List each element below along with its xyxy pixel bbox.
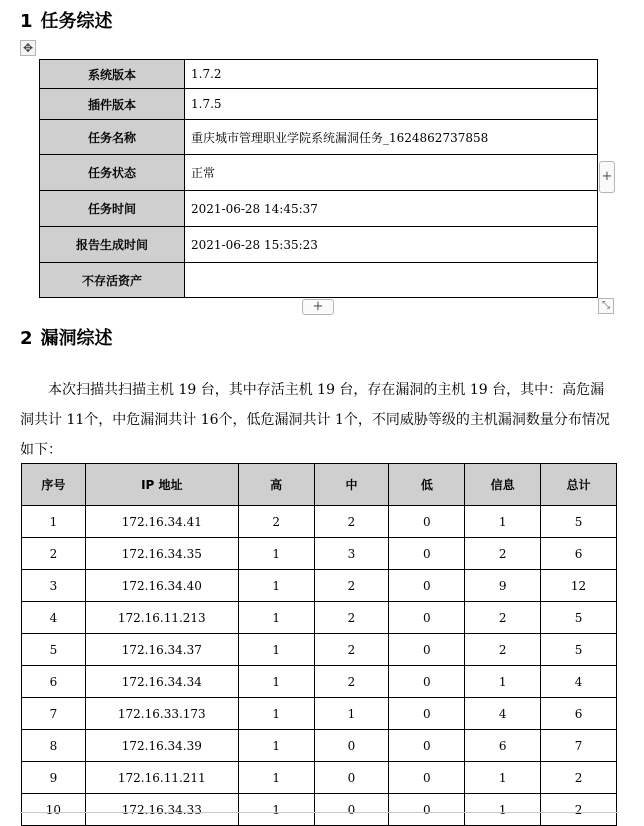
row-index-cell: 7 (22, 698, 86, 730)
row-high-cell: 1 (238, 634, 314, 666)
summary-paragraph: 本次扫描共扫描主机 19 台，其中存活主机 19 台，存在漏洞的主机 19 台，其中：高危漏洞共计 11个，中危漏洞共计 16个，低危漏洞共计 1个，不同威胁等级的主机漏洞数量分布情况如下： (20, 382, 610, 458)
col-header-medium: 中 (314, 464, 389, 506)
task-info-row (40, 120, 598, 155)
row-index-cell: 8 (22, 730, 86, 762)
row-ip-cell: 172.16.34.37 (85, 634, 238, 666)
section-2-title: 漏洞综述 (40, 328, 113, 349)
table-row (22, 794, 617, 826)
vulnerability-table (21, 463, 617, 826)
col-header-total: 总计 (541, 464, 617, 506)
row-low-cell: 0 (389, 634, 465, 666)
row-info-cell: 1 (465, 794, 541, 826)
row-index-cell: 1 (22, 506, 86, 538)
row-total-cell: 4 (541, 666, 617, 698)
row-low-cell: 0 (389, 698, 465, 730)
task-info-row (40, 60, 598, 89)
row-ip-cell: 172.16.11.211 (85, 762, 238, 794)
info-value: 1.7.2 (185, 60, 598, 89)
info-value: 2021-06-28 15:35:23 (185, 227, 598, 263)
row-ip-cell: 172.16.34.39 (85, 730, 238, 762)
row-high-cell: 1 (238, 602, 314, 634)
page-divider (20, 812, 618, 813)
row-info-cell: 4 (465, 698, 541, 730)
row-info-cell: 2 (465, 634, 541, 666)
add-column-button[interactable]: + (599, 161, 615, 193)
row-info-cell: 2 (465, 602, 541, 634)
task-info-table (39, 59, 598, 298)
col-header-high: 高 (238, 464, 314, 506)
info-label: 不存活资产 (40, 263, 185, 298)
info-label: 任务时间 (40, 191, 185, 227)
row-ip-cell: 172.16.34.35 (85, 538, 238, 570)
row-low-cell: 0 (389, 762, 465, 794)
col-header-low: 低 (389, 464, 465, 506)
section-1-title: 任务综述 (40, 11, 113, 32)
table-row (22, 570, 617, 602)
row-high-cell: 1 (238, 730, 314, 762)
info-value (185, 263, 598, 298)
row-ip-cell: 172.16.33.173 (85, 698, 238, 730)
row-index-cell: 9 (22, 762, 86, 794)
row-total-cell: 5 (541, 634, 617, 666)
row-info-cell: 9 (465, 570, 541, 602)
row-medium-cell: 0 (314, 794, 389, 826)
info-value: 重庆城市管理职业学院系统漏洞任务_1624862737858 (185, 120, 598, 155)
row-ip-cell: 172.16.11.213 (85, 602, 238, 634)
row-high-cell: 1 (238, 698, 314, 730)
section-2-number: 2 (20, 328, 33, 349)
row-low-cell: 0 (389, 602, 465, 634)
task-info-row (40, 263, 598, 298)
table-row (22, 666, 617, 698)
row-index-cell: 10 (22, 794, 86, 826)
row-total-cell: 2 (541, 794, 617, 826)
add-row-button[interactable]: + (302, 299, 334, 315)
row-medium-cell: 0 (314, 762, 389, 794)
row-medium-cell: 2 (314, 666, 389, 698)
table-row (22, 634, 617, 666)
info-value: 正常 (185, 155, 598, 191)
table-row (22, 538, 617, 570)
table-move-handle-icon[interactable]: ✥ (20, 40, 36, 56)
row-medium-cell: 2 (314, 506, 389, 538)
row-high-cell: 1 (238, 794, 314, 826)
row-low-cell: 0 (389, 794, 465, 826)
row-index-cell: 6 (22, 666, 86, 698)
row-high-cell: 1 (238, 762, 314, 794)
row-low-cell: 0 (389, 570, 465, 602)
info-label: 系统版本 (40, 60, 185, 89)
table-resize-icon[interactable]: ⤡ (598, 298, 614, 314)
info-label: 任务状态 (40, 155, 185, 191)
row-low-cell: 0 (389, 730, 465, 762)
row-index-cell: 5 (22, 634, 86, 666)
row-index-cell: 2 (22, 538, 86, 570)
section-1-heading (20, 7, 113, 33)
row-info-cell: 1 (465, 506, 541, 538)
row-medium-cell: 2 (314, 570, 389, 602)
table-row (22, 762, 617, 794)
info-label: 插件版本 (40, 89, 185, 120)
info-value: 2021-06-28 14:45:37 (185, 191, 598, 227)
table-row (22, 698, 617, 730)
row-high-cell: 2 (238, 506, 314, 538)
row-info-cell: 6 (465, 730, 541, 762)
col-header-info: 信息 (465, 464, 541, 506)
row-info-cell: 1 (465, 762, 541, 794)
row-medium-cell: 0 (314, 730, 389, 762)
row-medium-cell: 2 (314, 602, 389, 634)
row-ip-cell: 172.16.34.33 (85, 794, 238, 826)
row-medium-cell: 3 (314, 538, 389, 570)
row-low-cell: 0 (389, 666, 465, 698)
table-row (22, 602, 617, 634)
row-high-cell: 1 (238, 538, 314, 570)
row-total-cell: 6 (541, 538, 617, 570)
table-row (22, 506, 617, 538)
row-ip-cell: 172.16.34.34 (85, 666, 238, 698)
info-label: 任务名称 (40, 120, 185, 155)
task-info-row (40, 191, 598, 227)
row-total-cell: 2 (541, 762, 617, 794)
row-ip-cell: 172.16.34.41 (85, 506, 238, 538)
task-info-row (40, 227, 598, 263)
row-low-cell: 0 (389, 538, 465, 570)
task-info-row (40, 155, 598, 191)
row-high-cell: 1 (238, 570, 314, 602)
row-index-cell: 4 (22, 602, 86, 634)
row-info-cell: 2 (465, 538, 541, 570)
row-ip-cell: 172.16.34.40 (85, 570, 238, 602)
row-total-cell: 5 (541, 602, 617, 634)
task-info-row (40, 89, 598, 120)
row-low-cell: 0 (389, 506, 465, 538)
row-info-cell: 1 (465, 666, 541, 698)
row-medium-cell: 2 (314, 634, 389, 666)
table-row (22, 730, 617, 762)
row-medium-cell: 1 (314, 698, 389, 730)
section-1-number: 1 (20, 11, 33, 32)
info-value: 1.7.5 (185, 89, 598, 120)
info-label: 报告生成时间 (40, 227, 185, 263)
row-total-cell: 7 (541, 730, 617, 762)
row-total-cell: 6 (541, 698, 617, 730)
table-header-row (22, 464, 617, 506)
row-index-cell: 3 (22, 570, 86, 602)
row-high-cell: 1 (238, 666, 314, 698)
row-total-cell: 12 (541, 570, 617, 602)
section-2-heading (20, 324, 113, 350)
col-header-index: 序号 (22, 464, 86, 506)
row-total-cell: 5 (541, 506, 617, 538)
col-header-ip: IP 地址 (85, 464, 238, 506)
